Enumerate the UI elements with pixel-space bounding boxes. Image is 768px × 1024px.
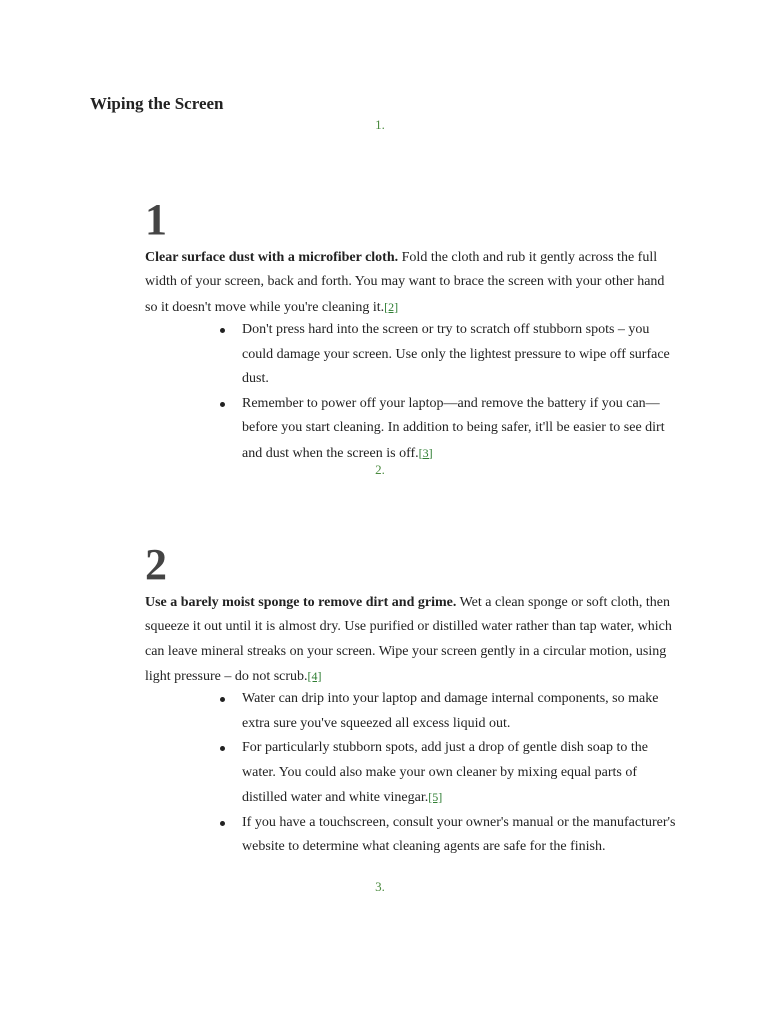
reference-link[interactable]: [5] bbox=[428, 790, 443, 804]
step-2-tips-list bbox=[242, 687, 682, 860]
step-2-number-label: 2. bbox=[375, 462, 385, 477]
step-2-big-number: 2 bbox=[145, 540, 167, 589]
list-item bbox=[242, 736, 682, 811]
list-item bbox=[242, 318, 682, 392]
tip-text: Water can drip into your laptop and damage internal components, so make extra sure you've squeezed all excess liquid out. bbox=[242, 691, 659, 731]
step-1-tips-list bbox=[242, 318, 682, 466]
step-1-number-label: 1. bbox=[375, 117, 385, 132]
tip-text: For particularly stubborn spots, add just a drop of gentle dish soap to the water. You could also make your own cleaner by mixing equal parts of distilled water and white vinegar. bbox=[242, 740, 648, 805]
bullet-icon bbox=[220, 328, 225, 333]
tip-text: If you have a touchscreen, consult your owner's manual or the manufacturer's website to determine what cleaning agents are safe for the finish. bbox=[242, 814, 676, 854]
reference-link[interactable]: [2] bbox=[384, 299, 399, 314]
list-item bbox=[242, 811, 682, 860]
tip-text: Don't press hard into the screen or try to scratch off stubborn spots – you could damage your screen. Use only the lightest pressure to wipe off surface dust. bbox=[242, 322, 670, 386]
bullet-icon bbox=[220, 746, 225, 751]
step-1-text: Fold the cloth and rub it gently across the full width of your screen, back and forth. You may want to brace the screen with your other hand so it doesn't move while you're cleaning it. bbox=[145, 250, 665, 315]
tip-text: Remember to power off your laptop—and remove the battery if you can—before you start cleaning. In addition to being safer, it'll be easier to see dirt and dust when the screen is off. bbox=[242, 395, 665, 461]
reference-link[interactable]: [4] bbox=[307, 668, 322, 683]
list-item bbox=[242, 392, 682, 467]
step-2-text: Wet a clean sponge or soft cloth, then squeeze it out until it is almost dry. Use purified or distilled water rather than tap water, which can leave mineral streaks on your screen. Wipe your screen gently in a circular motion, using light pressure – do not scrub. bbox=[145, 595, 672, 684]
step-1-heading: Clear surface dust with a microfiber cloth. bbox=[145, 250, 399, 265]
step-2-heading: Use a barely moist sponge to remove dirt and grime. bbox=[145, 595, 457, 610]
reference-link[interactable]: [3] bbox=[418, 445, 433, 460]
step-1-body bbox=[145, 246, 680, 320]
step-3-number-label: 3. bbox=[375, 879, 385, 894]
page-title: Wiping the Screen bbox=[90, 94, 224, 113]
bullet-icon bbox=[220, 402, 225, 407]
bullet-icon bbox=[220, 697, 225, 702]
step-2-body bbox=[145, 591, 680, 689]
bullet-icon bbox=[220, 821, 225, 826]
list-item bbox=[242, 687, 682, 736]
step-1-big-number: 1 bbox=[145, 195, 167, 244]
